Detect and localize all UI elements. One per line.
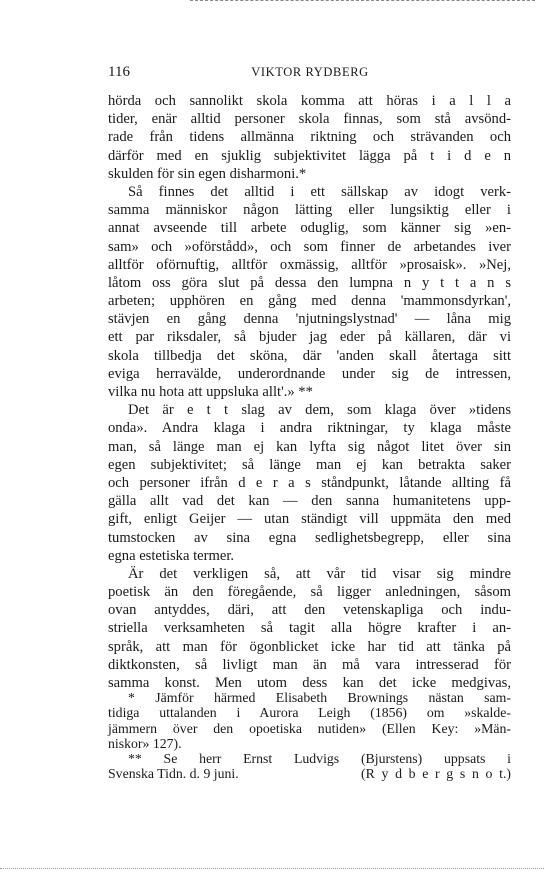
text-line: poetisk än den föregående, så ligger anledningen, såsom <box>108 584 511 601</box>
bottom-edge-rule <box>0 868 544 870</box>
top-edge-rule <box>190 0 535 2</box>
text-line: arbeten; upphören en gång med denna 'mammonsdyrkan', <box>108 293 511 310</box>
page-header <box>108 64 512 82</box>
text-line: tumstocken av sina egna sedlighetsbegrepp, eller sina <box>108 529 511 546</box>
text-line: egen subjektivitet; så länge man ej kan betrakta saker <box>108 456 511 473</box>
body-text <box>108 92 511 692</box>
footnote-line: tidiga uttalanden i Aurora Leigh (1856) om »skalde- <box>108 705 511 721</box>
text-line: gift, enligt Geijer — utan ständigt vill uppmäta den med <box>108 511 511 528</box>
text-line: Är det verkligen så, att vår tid visar sig mindre <box>128 565 511 582</box>
text-line: stävjen en gång denna 'njutningslystnad' — låna mig <box>108 311 511 328</box>
footnote-line: jämmern över den opoetiska nutiden» (Ellen Key: »Män- <box>108 720 511 736</box>
text-line: man, så länge man ej kan lyfta sig något litet över sin <box>108 438 511 455</box>
footnote-source: Svenska Tidn. d. 9 juni. <box>108 766 239 782</box>
text-line: annat avseende till arbete oduglig, som känner sig »en- <box>108 220 511 237</box>
footnote-line: * Jämför härmed Elisabeth Brownings nästan sam- <box>128 690 511 705</box>
text-line: striella verksamheten så tagit alla högre krafter i an- <box>108 620 511 637</box>
text-line: tider, enär alltid personer skola finnas, som stå avsönd- <box>108 111 511 128</box>
text-line: vilka nu hota att uppsluka allt'.» ** <box>108 384 313 400</box>
text-line: sam» och »oförstådd», och som finner de arbetandes iver <box>108 238 511 255</box>
text-line: låtom oss göra slut på dessa den lumpna n y t t a n s <box>108 274 511 291</box>
text-line: ett par riksdaler, så bjuder jag eder på källaren, där vi <box>108 329 511 346</box>
text-line: skulden för sin egen disharmoni.* <box>108 165 307 182</box>
text-line: eviga herravälde, underordnande under sig de intressen, <box>108 365 511 382</box>
text-line: Det är e t t slag av dem, som klaga över »tidens <box>128 402 511 419</box>
footnote-author-note: (R y d b e r g s n o t.) <box>361 766 511 782</box>
text-line: ovan antyddes, däri, att den vetenskapliga och indu- <box>108 602 511 619</box>
page-number: 116 <box>108 64 130 80</box>
footnote-line: niskor» 127). <box>108 735 182 751</box>
text-line: gälla allt vad det kan — den sanna humanitetens upp- <box>108 493 511 510</box>
text-line: diktkonsten, så livligt man än må vara intresserad för <box>108 656 511 673</box>
footnote-last-row <box>108 766 511 781</box>
text-line: egna estetiska termer. <box>108 547 235 564</box>
text-line: samma konst. Men utom dess kan det icke medgivas, <box>108 675 511 691</box>
footnote-line: ** Se herr Ernst Ludvigs (Bjurstens) uppsats i <box>128 751 511 767</box>
text-line: onda». Andra klaga i andra riktningar, ty klaga måste <box>108 420 511 437</box>
text-line: språk, att man för ögonblicket icke har tid att tänka på <box>108 638 511 655</box>
text-line: skola tillbedja det sköna, där 'anden skall återtaga sitt <box>108 347 511 364</box>
text-line: Så finnes det alltid i ett sällskap av idogt verk- <box>128 183 511 200</box>
text-line: och personer ifrån d e r a s ståndpunkt, låtande allting få <box>108 474 511 491</box>
text-line: samma människor någon lätting eller lungsiktig eller i <box>108 202 511 219</box>
text-line: hörda och sannolikt skola komma att höras i a l l a <box>108 93 511 109</box>
footnotes <box>108 690 511 782</box>
text-line: därför med en sjuklig subjektivitet lägga på t i d e n <box>108 147 511 164</box>
text-line: alltför oförnuftig, alltför oxmässig, alltför »prosaisk». »Nej, <box>108 256 511 273</box>
running-head: VIKTOR RYDBERG <box>251 65 369 79</box>
text-line: rade från tidens allmänna riktning och strävanden och <box>108 129 511 146</box>
